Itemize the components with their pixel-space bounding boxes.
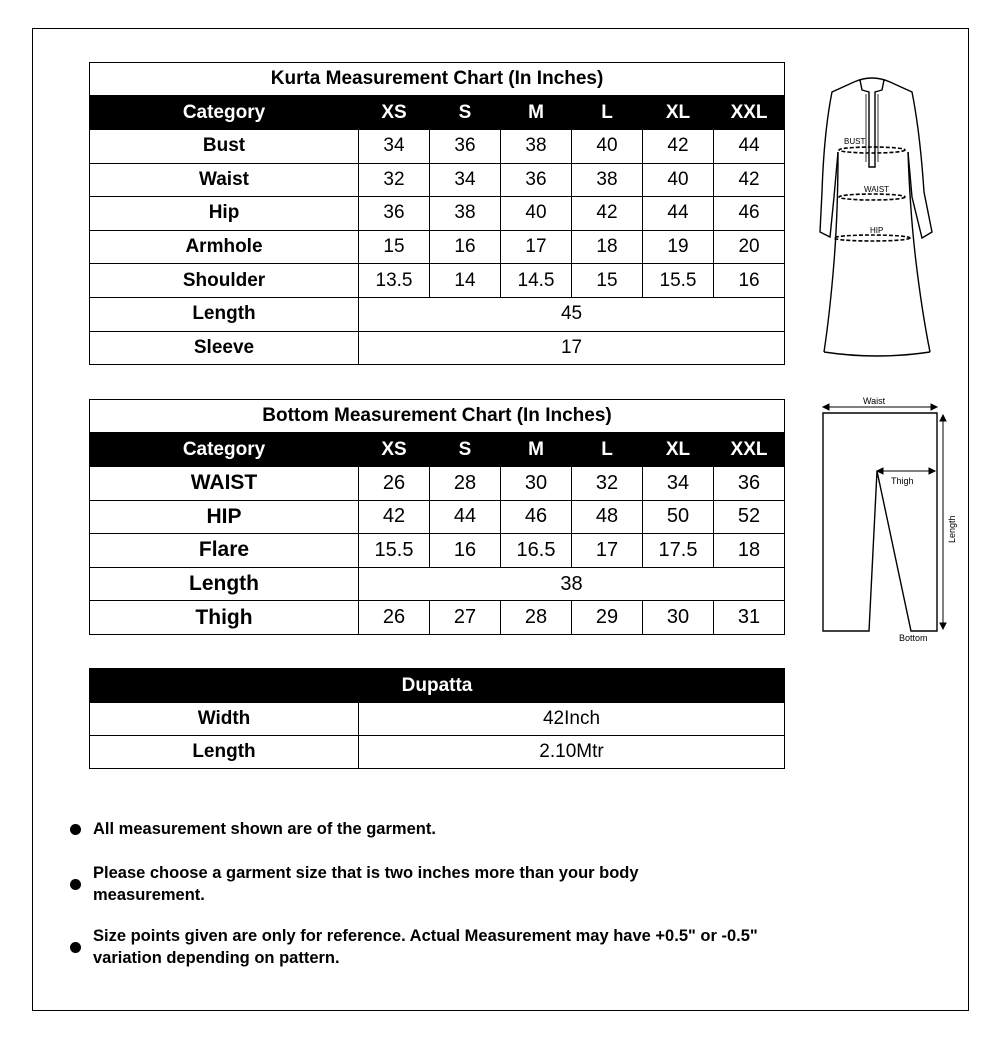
row-label: Flare <box>90 534 359 568</box>
waist-label: WAIST <box>864 185 890 194</box>
table-cell: 38 <box>572 163 643 197</box>
table-cell: 44 <box>430 500 501 534</box>
table-cell: 42 <box>643 130 714 164</box>
bottom-diagram <box>815 393 970 648</box>
table-cell: 42 <box>714 163 785 197</box>
table-row <box>90 567 785 601</box>
bottom-measurement-table <box>89 399 785 635</box>
header-size: XXL <box>714 96 785 130</box>
table-cell: 19 <box>643 230 714 264</box>
table-cell: 42 <box>572 197 643 231</box>
table-cell: 36 <box>430 130 501 164</box>
table-cell: 26 <box>359 467 430 501</box>
table-cell: 13.5 <box>359 264 430 298</box>
table-cell: 17.5 <box>643 534 714 568</box>
table-cell: 38 <box>501 130 572 164</box>
table-cell: 16 <box>714 264 785 298</box>
row-label: Bust <box>90 130 359 164</box>
table-cell: 29 <box>572 601 643 635</box>
kurta-measurement-table <box>89 62 785 365</box>
header-size: XXL <box>714 433 785 467</box>
row-label: Armhole <box>90 230 359 264</box>
table-cell: 45 <box>359 297 785 331</box>
table-cell: 31 <box>714 601 785 635</box>
header-category: Category <box>90 433 359 467</box>
row-label: Length <box>90 736 359 769</box>
row-label: Width <box>90 703 359 736</box>
table-cell: 16 <box>430 534 501 568</box>
table-cell: 40 <box>643 163 714 197</box>
table-row <box>90 703 785 736</box>
table-row <box>90 264 785 298</box>
table-row <box>90 230 785 264</box>
table-cell: 30 <box>643 601 714 635</box>
table-cell: 44 <box>714 130 785 164</box>
table-cell: 17 <box>501 230 572 264</box>
table-cell: 26 <box>359 601 430 635</box>
table-cell: 34 <box>359 130 430 164</box>
header-category: Category <box>90 96 359 130</box>
header-size: L <box>572 96 643 130</box>
row-label: Length <box>90 567 359 601</box>
row-label: WAIST <box>90 467 359 501</box>
row-label: Shoulder <box>90 264 359 298</box>
table-cell: 17 <box>359 331 785 365</box>
table-cell: 28 <box>501 601 572 635</box>
dupatta-title: Dupatta <box>90 669 785 703</box>
table-cell: 2.10Mtr <box>359 736 785 769</box>
bust-label: BUST <box>844 137 866 146</box>
header-size: XS <box>359 433 430 467</box>
table-cell: 36 <box>359 197 430 231</box>
table-cell: 15 <box>572 264 643 298</box>
row-label: Sleeve <box>90 331 359 365</box>
table-row <box>90 331 785 365</box>
header-size: XL <box>643 96 714 130</box>
bottom-label: Bottom <box>899 633 928 643</box>
table-cell: 48 <box>572 500 643 534</box>
table-row <box>90 601 785 635</box>
table-cell: 46 <box>501 500 572 534</box>
table-cell: 18 <box>572 230 643 264</box>
table-cell: 32 <box>572 467 643 501</box>
dupatta-table <box>89 668 785 769</box>
table-cell: 16.5 <box>501 534 572 568</box>
table-row <box>90 500 785 534</box>
table-row <box>90 130 785 164</box>
table-cell: 14 <box>430 264 501 298</box>
header-size: S <box>430 96 501 130</box>
note-text: All measurement shown are of the garment. <box>93 820 436 838</box>
table-cell: 18 <box>714 534 785 568</box>
bullet-icon <box>70 942 81 953</box>
table-cell: 40 <box>572 130 643 164</box>
header-size: L <box>572 433 643 467</box>
row-label: HIP <box>90 500 359 534</box>
thigh-label: Thigh <box>891 476 914 486</box>
table-cell: 42Inch <box>359 703 785 736</box>
table-row <box>90 534 785 568</box>
table-cell: 46 <box>714 197 785 231</box>
table-cell: 15.5 <box>359 534 430 568</box>
bullet-icon <box>70 879 81 890</box>
header-size: M <box>501 433 572 467</box>
table-cell: 34 <box>430 163 501 197</box>
table-cell: 34 <box>643 467 714 501</box>
length-label: Length <box>947 515 957 543</box>
header-size: XS <box>359 96 430 130</box>
table-cell: 20 <box>714 230 785 264</box>
row-label: Waist <box>90 163 359 197</box>
waist-label: Waist <box>863 396 886 406</box>
table-row <box>90 297 785 331</box>
table-cell: 27 <box>430 601 501 635</box>
header-size: XL <box>643 433 714 467</box>
note-text: Please choose a garment size that is two inches more than your body measurement. <box>93 864 639 904</box>
table-row <box>90 163 785 197</box>
table-cell: 14.5 <box>501 264 572 298</box>
header-size: M <box>501 96 572 130</box>
table-row <box>90 467 785 501</box>
note-item <box>70 818 436 840</box>
hip-label: HIP <box>870 226 884 235</box>
table-row <box>90 736 785 769</box>
bottom-chart-title: Bottom Measurement Chart (In Inches) <box>90 400 785 433</box>
row-label: Length <box>90 297 359 331</box>
table-cell: 17 <box>572 534 643 568</box>
row-label: Thigh <box>90 601 359 635</box>
table-cell: 44 <box>643 197 714 231</box>
table-cell: 42 <box>359 500 430 534</box>
kurta-chart-title: Kurta Measurement Chart (In Inches) <box>90 63 785 96</box>
table-cell: 38 <box>430 197 501 231</box>
table-cell: 15 <box>359 230 430 264</box>
table-row <box>90 197 785 231</box>
table-cell: 30 <box>501 467 572 501</box>
table-cell: 36 <box>501 163 572 197</box>
row-label: Hip <box>90 197 359 231</box>
table-cell: 15.5 <box>643 264 714 298</box>
table-cell: 16 <box>430 230 501 264</box>
table-cell: 28 <box>430 467 501 501</box>
note-text: Size points given are only for reference. Actual Measurement may have +0.5" or -0.5" variation depending on pattern. <box>93 927 758 967</box>
kurta-diagram <box>812 72 944 362</box>
table-cell: 52 <box>714 500 785 534</box>
bullet-icon <box>70 824 81 835</box>
table-cell: 40 <box>501 197 572 231</box>
table-cell: 36 <box>714 467 785 501</box>
note-item <box>70 862 710 906</box>
table-cell: 38 <box>359 567 785 601</box>
header-size: S <box>430 433 501 467</box>
table-cell: 32 <box>359 163 430 197</box>
table-cell: 50 <box>643 500 714 534</box>
note-item <box>70 925 790 969</box>
